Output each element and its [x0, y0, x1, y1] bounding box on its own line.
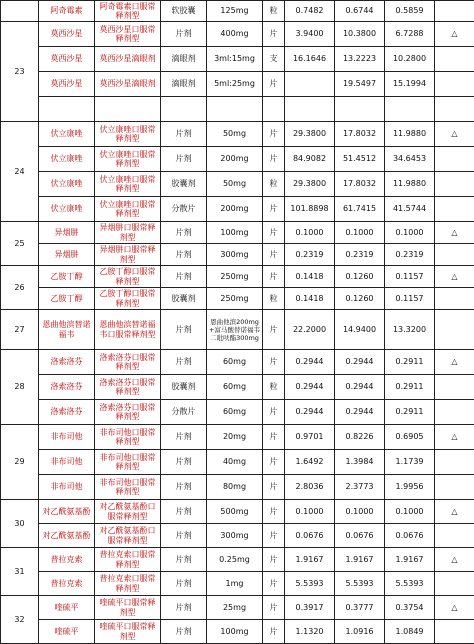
flag-cell: △	[435, 425, 474, 450]
table-row	[1, 475, 474, 500]
price-c-cell: 0.1000	[385, 222, 435, 244]
table-row	[1, 500, 474, 524]
price-a-cell: 84.9082	[285, 147, 335, 172]
spec-cell: 500mg	[207, 500, 263, 524]
dosage-type-cell: 胶囊剂	[161, 172, 207, 197]
price-a-cell: 0.9701	[285, 425, 335, 450]
flag-cell	[435, 375, 474, 400]
dosage-type-cell: 片剂	[161, 450, 207, 475]
flag-cell	[435, 197, 474, 222]
group-number-cell: 32	[1, 596, 39, 644]
price-a-cell: 0.1000	[285, 222, 335, 244]
table-row	[1, 1, 474, 22]
dosage-type-cell: 胶囊剂	[161, 288, 207, 310]
spec-cell: 60mg	[207, 375, 263, 400]
group-number-cell: 29	[1, 425, 39, 500]
drug-name-cell: 乙胺丁醇	[39, 266, 95, 288]
dosage-form-cell: 莫西沙星口服常释剂型	[95, 22, 161, 47]
dosage-form-cell: 普拉克索口服常释剂型	[95, 572, 161, 596]
price-b-cell: 61.7415	[335, 197, 385, 222]
dosage-type-cell: 片剂	[161, 350, 207, 375]
spec-cell: 60mg	[207, 350, 263, 375]
price-c-cell: 13.3200	[385, 310, 435, 350]
flag-cell	[435, 620, 474, 644]
unit-cell: 片	[263, 22, 285, 47]
price-b-cell: 0.2944	[335, 375, 385, 400]
price-b-cell: 10.3800	[335, 22, 385, 47]
price-b-cell: 17.8032	[335, 122, 385, 147]
price-c-cell	[385, 97, 435, 122]
group-number-cell: 23	[1, 22, 39, 122]
flag-cell: △	[435, 596, 474, 620]
price-a-cell: 0.2319	[285, 244, 335, 266]
flag-cell	[435, 572, 474, 596]
table-row	[1, 596, 474, 620]
group-number-cell	[1, 1, 39, 22]
price-b-cell: 17.8032	[335, 172, 385, 197]
dosage-form-cell	[95, 97, 161, 122]
spec-cell: 400mg	[207, 22, 263, 47]
drug-name-cell: 伏立康唑	[39, 147, 95, 172]
unit-cell: 片	[263, 425, 285, 450]
dosage-type-cell: 分散片	[161, 400, 207, 425]
price-a-cell: 5.5393	[285, 572, 335, 596]
dosage-form-cell: 莫西沙星滴眼剂	[95, 72, 161, 97]
table-row	[1, 47, 474, 72]
spec-cell: 20mg	[207, 425, 263, 450]
price-b-cell: 0.0676	[335, 524, 385, 548]
dosage-form-cell: 乙胺丁醇口服常释剂型	[95, 266, 161, 288]
dosage-type-cell: 软胶囊	[161, 1, 207, 22]
price-c-cell: 41.5744	[385, 197, 435, 222]
unit-cell: 片	[263, 524, 285, 548]
price-b-cell: 1.3984	[335, 450, 385, 475]
price-c-cell: 6.7288	[385, 22, 435, 47]
price-c-cell: 0.2911	[385, 350, 435, 375]
price-a-cell: 0.1418	[285, 266, 335, 288]
unit-cell: 片	[263, 147, 285, 172]
flag-cell	[435, 72, 474, 97]
dosage-type-cell: 片剂	[161, 620, 207, 644]
table-row	[1, 172, 474, 197]
dosage-type-cell: 胶囊剂	[161, 375, 207, 400]
dosage-type-cell: 片剂	[161, 524, 207, 548]
unit-cell: 片	[263, 400, 285, 425]
price-a-cell: 0.7482	[285, 1, 335, 22]
dosage-type-cell: 片剂	[161, 244, 207, 266]
group-number-cell: 27	[1, 310, 39, 350]
dosage-type-cell: 片剂	[161, 425, 207, 450]
table-row	[1, 620, 474, 644]
price-b-cell: 0.1260	[335, 266, 385, 288]
flag-cell	[435, 244, 474, 266]
price-c-cell: 1.0849	[385, 620, 435, 644]
spec-cell: 300mg	[207, 524, 263, 548]
drug-name-cell	[39, 97, 95, 122]
drug-name-cell: 对乙酰氨基酚	[39, 524, 95, 548]
group-number-cell: 24	[1, 122, 39, 222]
spec-cell: 40mg	[207, 450, 263, 475]
price-a-cell: 0.3917	[285, 596, 335, 620]
price-b-cell: 14.9400	[335, 310, 385, 350]
price-c-cell: 11.9880	[385, 122, 435, 147]
table-row	[1, 425, 474, 450]
group-number-cell: 30	[1, 500, 39, 548]
price-a-cell: 1.6492	[285, 450, 335, 475]
flag-cell	[435, 147, 474, 172]
price-b-cell: 2.3773	[335, 475, 385, 500]
price-a-cell: 1.9167	[285, 548, 335, 572]
price-a-cell: 1.1320	[285, 620, 335, 644]
spec-cell: 50mg	[207, 172, 263, 197]
flag-cell	[435, 172, 474, 197]
price-b-cell: 19.5497	[335, 72, 385, 97]
price-c-cell: 0.2911	[385, 375, 435, 400]
price-a-cell: 0.0676	[285, 524, 335, 548]
spec-cell: 5ml:25mg	[207, 72, 263, 97]
dosage-type-cell: 片剂	[161, 310, 207, 350]
table-row	[1, 350, 474, 375]
dosage-form-cell: 阿奇霉素口服常释剂型	[95, 1, 161, 22]
table-row	[1, 222, 474, 244]
price-b-cell: 0.1000	[335, 222, 385, 244]
flag-cell	[435, 97, 474, 122]
spec-cell: 1mg	[207, 572, 263, 596]
price-c-cell: 0.1000	[385, 500, 435, 524]
unit-cell: 片	[263, 310, 285, 350]
price-c-cell: 0.0676	[385, 524, 435, 548]
drug-name-cell: 乙胺丁醇	[39, 288, 95, 310]
price-b-cell: 0.8226	[335, 425, 385, 450]
flag-cell: △	[435, 222, 474, 244]
price-c-cell: 0.3754	[385, 596, 435, 620]
unit-cell: 片	[263, 122, 285, 147]
table-row	[1, 244, 474, 266]
table-row	[1, 72, 474, 97]
dosage-form-cell: 伏立康唑口服常释剂型	[95, 147, 161, 172]
spec-cell: 100mg	[207, 222, 263, 244]
price-a-cell: 0.2944	[285, 375, 335, 400]
spec-cell: 125mg	[207, 1, 263, 22]
drug-name-cell: 非布司他	[39, 450, 95, 475]
price-a-cell: 3.9400	[285, 22, 335, 47]
unit-cell: 粒	[263, 172, 285, 197]
dosage-type-cell: 片剂	[161, 548, 207, 572]
table-row	[1, 97, 474, 122]
dosage-type-cell: 片剂	[161, 475, 207, 500]
price-c-cell: 1.9956	[385, 475, 435, 500]
drug-name-cell: 普拉克索	[39, 548, 95, 572]
unit-cell: 粒	[263, 288, 285, 310]
price-c-cell: 0.1157	[385, 266, 435, 288]
spec-cell: 80mg	[207, 475, 263, 500]
group-number-cell: 26	[1, 266, 39, 310]
dosage-form-cell: 非布司他口服常释剂型	[95, 475, 161, 500]
dosage-form-cell: 乙胺丁醇口服常释剂型	[95, 288, 161, 310]
price-c-cell: 5.5393	[385, 572, 435, 596]
drug-name-cell: 洛索洛芬	[39, 350, 95, 375]
price-a-cell: 29.3800	[285, 122, 335, 147]
table-row	[1, 310, 474, 350]
unit-cell: 片	[263, 500, 285, 524]
price-c-cell: 1.1739	[385, 450, 435, 475]
price-b-cell	[335, 97, 385, 122]
spec-cell: 250mg	[207, 266, 263, 288]
unit-cell: 片	[263, 197, 285, 222]
flag-cell: △	[435, 22, 474, 47]
table-row	[1, 450, 474, 475]
dosage-form-cell: 异烟肼口服常释剂型	[95, 222, 161, 244]
spec-cell: 200mg	[207, 147, 263, 172]
spec-cell: 25mg	[207, 596, 263, 620]
table-row	[1, 197, 474, 222]
drug-name-cell: 洛索洛芬	[39, 375, 95, 400]
drug-name-cell: 洛索洛芬	[39, 400, 95, 425]
spec-cell	[207, 97, 263, 122]
dosage-form-cell: 异烟肼口服常释剂型	[95, 244, 161, 266]
dosage-form-cell: 喹硫平口服常释剂型	[95, 596, 161, 620]
table-row	[1, 375, 474, 400]
unit-cell: 粒	[263, 375, 285, 400]
unit-cell: 支	[263, 47, 285, 72]
price-b-cell: 0.1000	[335, 500, 385, 524]
price-b-cell: 13.2223	[335, 47, 385, 72]
unit-cell: 粒	[263, 1, 285, 22]
drug-name-cell: 阿奇霉素	[39, 1, 95, 22]
price-a-cell: 29.3800	[285, 172, 335, 197]
dosage-type-cell: 片剂	[161, 596, 207, 620]
unit-cell: 片	[263, 450, 285, 475]
dosage-form-cell: 莫西沙星滴眼剂	[95, 47, 161, 72]
dosage-type-cell: 片剂	[161, 222, 207, 244]
table-row	[1, 524, 474, 548]
price-b-cell: 0.3777	[335, 596, 385, 620]
price-a-cell: 2.8036	[285, 475, 335, 500]
dosage-type-cell: 分散片	[161, 197, 207, 222]
price-c-cell: 34.6453	[385, 147, 435, 172]
dosage-type-cell: 滴眼剂	[161, 72, 207, 97]
dosage-form-cell: 非布司他口服常释剂型	[95, 450, 161, 475]
dosage-type-cell: 片剂	[161, 266, 207, 288]
dosage-form-cell: 伏立康唑口服常释剂型	[95, 122, 161, 147]
dosage-form-cell: 伏立康唑口服常释剂型	[95, 197, 161, 222]
price-c-cell: 0.2911	[385, 400, 435, 425]
spec-cell: 250mg	[207, 288, 263, 310]
drug-name-cell: 莫西沙星	[39, 47, 95, 72]
price-b-cell: 0.6744	[335, 1, 385, 22]
unit-cell	[263, 97, 285, 122]
unit-cell: 片	[263, 72, 285, 97]
spec-cell: 60mg	[207, 400, 263, 425]
group-number-cell: 31	[1, 548, 39, 596]
table-row	[1, 572, 474, 596]
flag-cell: △	[435, 548, 474, 572]
drug-name-cell: 异烟肼	[39, 222, 95, 244]
drug-name-cell: 对乙酰氨基酚	[39, 500, 95, 524]
spec-cell: 3ml:15mg	[207, 47, 263, 72]
dosage-form-cell: 对乙酰氨基酚口服常释剂型	[95, 524, 161, 548]
dosage-type-cell: 片剂	[161, 122, 207, 147]
flag-cell	[435, 524, 474, 548]
drug-name-cell: 异烟肼	[39, 244, 95, 266]
table-row	[1, 122, 474, 147]
table-row	[1, 400, 474, 425]
price-c-cell: 0.1157	[385, 288, 435, 310]
flag-cell: △	[435, 350, 474, 375]
price-a-cell	[285, 97, 335, 122]
price-a-cell: 0.1418	[285, 288, 335, 310]
dosage-form-cell: 对乙酰氨基酚口服常释剂型	[95, 500, 161, 524]
dosage-form-cell: 恩曲他滨替诺福韦口服常释剂型	[95, 310, 161, 350]
price-b-cell: 5.5393	[335, 572, 385, 596]
dosage-type-cell: 片剂	[161, 22, 207, 47]
drug-name-cell: 非布司他	[39, 475, 95, 500]
drug-name-cell: 伏立康唑	[39, 122, 95, 147]
table-row	[1, 147, 474, 172]
price-a-cell: 0.1000	[285, 500, 335, 524]
price-a-cell: 22.2000	[285, 310, 335, 350]
dosage-type-cell: 滴眼剂	[161, 47, 207, 72]
spec-cell: 100mg	[207, 620, 263, 644]
price-a-cell: 0.2944	[285, 400, 335, 425]
price-a-cell: 101.8898	[285, 197, 335, 222]
price-b-cell: 0.2319	[335, 244, 385, 266]
table-row	[1, 288, 474, 310]
table-row	[1, 266, 474, 288]
dosage-type-cell: 片剂	[161, 572, 207, 596]
price-b-cell: 0.1260	[335, 288, 385, 310]
price-c-cell: 10.2800	[385, 47, 435, 72]
price-c-cell: 15.1994	[385, 72, 435, 97]
flag-cell	[435, 310, 474, 350]
price-b-cell: 1.0916	[335, 620, 385, 644]
group-number-cell: 25	[1, 222, 39, 266]
table-row	[1, 548, 474, 572]
flag-cell	[435, 47, 474, 72]
dosage-form-cell: 伏立康唑口服常释剂型	[95, 172, 161, 197]
dosage-form-cell: 洛索洛芬口服常释剂型	[95, 400, 161, 425]
dosage-form-cell: 洛索洛芬口服常释剂型	[95, 350, 161, 375]
spec-cell: 50mg	[207, 122, 263, 147]
flag-cell: △	[435, 122, 474, 147]
flag-cell	[435, 400, 474, 425]
price-c-cell: 11.9880	[385, 172, 435, 197]
drug-name-cell: 恩曲他滨替诺福韦	[39, 310, 95, 350]
drug-name-cell: 莫西沙星	[39, 72, 95, 97]
flag-cell	[435, 1, 474, 22]
dosage-type-cell: 片剂	[161, 500, 207, 524]
price-b-cell: 0.2944	[335, 350, 385, 375]
dosage-type-cell	[161, 97, 207, 122]
flag-cell: △	[435, 500, 474, 524]
price-a-cell: 0.2944	[285, 350, 335, 375]
price-c-cell: 1.9167	[385, 548, 435, 572]
price-b-cell: 51.4512	[335, 147, 385, 172]
spec-cell: 300mg	[207, 244, 263, 266]
unit-cell: 片	[263, 548, 285, 572]
flag-cell	[435, 475, 474, 500]
drug-name-cell: 普拉克索	[39, 572, 95, 596]
drug-name-cell: 喹硫平	[39, 620, 95, 644]
price-b-cell: 1.9167	[335, 548, 385, 572]
spec-cell: 200mg	[207, 197, 263, 222]
dosage-form-cell: 喹硫平口服常释剂型	[95, 620, 161, 644]
price-c-cell: 0.5859	[385, 1, 435, 22]
unit-cell: 片	[263, 475, 285, 500]
price-a-cell: 16.1646	[285, 47, 335, 72]
unit-cell: 片	[263, 596, 285, 620]
drug-name-cell: 喹硫平	[39, 596, 95, 620]
price-b-cell: 0.2944	[335, 400, 385, 425]
spec-cell: 恩曲他滨200mg+富马酸替诺福韦二吡呋酯300mg	[207, 310, 263, 350]
dosage-form-cell: 普拉克索口服常释剂型	[95, 548, 161, 572]
flag-cell: △	[435, 266, 474, 288]
unit-cell: 片	[263, 350, 285, 375]
drug-name-cell: 伏立康唑	[39, 172, 95, 197]
unit-cell: 片	[263, 572, 285, 596]
price-c-cell: 0.6905	[385, 425, 435, 450]
dosage-type-cell: 片剂	[161, 147, 207, 172]
dosage-form-cell: 洛索洛芬口服常释剂型	[95, 375, 161, 400]
drug-name-cell: 莫西沙星	[39, 22, 95, 47]
price-c-cell: 0.2319	[385, 244, 435, 266]
unit-cell: 片	[263, 266, 285, 288]
flag-cell	[435, 450, 474, 475]
unit-cell: 片	[263, 620, 285, 644]
unit-cell: 片	[263, 244, 285, 266]
drug-name-cell: 非布司他	[39, 425, 95, 450]
table-row	[1, 22, 474, 47]
group-number-cell: 28	[1, 350, 39, 425]
drug-name-cell: 伏立康唑	[39, 197, 95, 222]
unit-cell: 片	[263, 222, 285, 244]
spec-cell: 0.25mg	[207, 548, 263, 572]
price-a-cell	[285, 72, 335, 97]
dosage-form-cell: 非布司他口服常释剂型	[95, 425, 161, 450]
flag-cell	[435, 288, 474, 310]
